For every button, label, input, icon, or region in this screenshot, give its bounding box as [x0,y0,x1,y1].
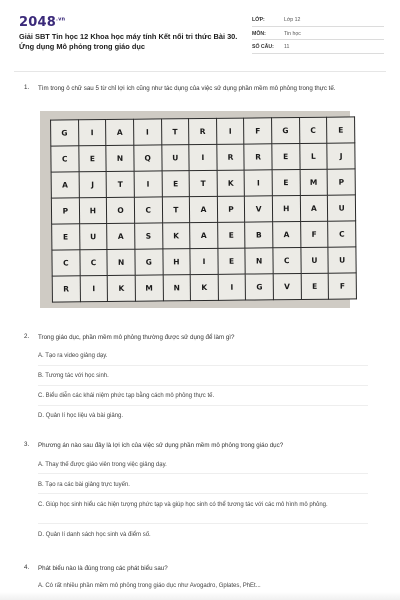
puzzle-cell: I [80,276,108,302]
puzzle-cell: T [189,170,217,196]
puzzle-cell: A [106,119,134,145]
puzzle-cell: V [273,273,301,299]
puzzle-cell: E [162,171,190,197]
puzzle-cell: B [245,222,273,248]
puzzle-cell: I [133,119,161,145]
answer-option[interactable]: C. Biểu diễn các khái niệm phức tạp bằng cách mô phỏng thực tế. [38,393,215,399]
option-divider [38,365,368,366]
answer-option[interactable]: A. Tạo ra video giảng dạy. [38,353,108,359]
option-divider [38,523,368,524]
puzzle-cell: E [272,169,300,195]
page-header [0,0,400,62]
puzzle-cell: Q [134,145,162,171]
puzzle-cell: C [328,221,356,247]
puzzle-cell: H [79,198,107,224]
puzzle-row [51,195,355,224]
answer-option[interactable]: D. Quản lí danh sách học sinh và điểm số. [38,532,151,538]
answer-option[interactable]: C. Giúp học sinh hiểu các hiện tượng phức tạp và giúp học sinh có thể tương tác với các mô hình mô phỏng. [38,502,328,508]
puzzle-cell: E [217,222,245,248]
puzzle-cell: J [327,143,355,169]
answer-option[interactable]: B. Tương tác với học sinh. [38,373,109,379]
puzzle-cell: U [161,145,189,171]
puzzle-cell: U [300,247,328,273]
puzzle-cell: P [217,196,245,222]
puzzle-cell: N [245,248,273,274]
puzzle-cell: A [190,196,218,222]
site-logo[interactable]: $2048^{.vn}$ [19,15,66,30]
puzzle-row [52,221,356,250]
puzzle-cell: A [300,195,328,221]
puzzle-cell: I [189,144,217,170]
question-4: 4. Phát biểu nào là đúng trong các phát biểu sau? A. Có rất nhiều phần mềm mô phỏng trong giáo dục như Avogadro, Gplates, PhEt... [24,564,374,600]
puzzle-cell: V [245,196,273,222]
puzzle-cell: E [272,143,300,169]
question-2: 2. Trong giáo dục, phần mềm mô phỏng thường được sử dụng để làm gì? A. Tạo ra video giảng dạy. B. Tương tác với học sinh. C. Biểu diễn các khái niệm phức tạp bằng cách mô phỏng thực tế. D. Quản lí học liệu và bài giảng. [24,333,374,423]
puzzle-cell: P [51,198,79,224]
puzzle-cell: A [190,222,218,248]
puzzle-cell: I [244,170,272,196]
puzzle-cell: C [299,117,327,143]
puzzle-cell: O [107,197,135,223]
puzzle-cell: I [216,118,244,144]
puzzle-cell: E [78,146,106,172]
puzzle-cell: T [162,197,190,223]
puzzle-cell: A [51,172,79,198]
option-divider [38,385,368,386]
puzzle-cell: P [327,169,355,195]
puzzle-cell: M [300,169,328,195]
header-divider [14,71,386,72]
puzzle-row [51,143,355,172]
puzzle-cell: C [80,250,108,276]
answer-option[interactable]: D. Quản lí học liệu và bài giảng. [38,413,124,419]
puzzle-cell: H [162,249,190,275]
puzzle-cell: I [134,171,162,197]
puzzle-cell: U [328,247,356,273]
puzzle-cell: M [135,275,163,301]
answer-option[interactable]: A. Thay thế được giáo viên trong việc giảng dạy. [38,462,167,468]
puzzle-cell: G [245,274,273,300]
puzzle-cell: R [52,276,80,302]
meta-class: LỚP: Lớp 12 [252,15,384,27]
puzzle-cell: F [300,221,328,247]
meta-question-count: SỐ CÂU: 11 [252,42,384,54]
puzzle-cell: R [189,118,217,144]
puzzle-cell: I [218,274,246,300]
question-3: 3. Phương án nào sau đây là lợi ích của việc sử dụng phần mềm mô phỏng trong giáo dục? A. Thay thế được giáo viên trong việc giảng dạy. B. Tạo ra các bài giảng trực tuyến. C. Giúp học sinh hiểu các hiện tượng phức tạp và giúp học sinh có thể tương tác với các mô hình mô phỏng. D. Quản lí danh sách học sinh và điểm số. [24,441,374,546]
puzzle-cell: L [299,143,327,169]
puzzle-cell: E [327,117,355,143]
puzzle-cell: E [218,248,246,274]
puzzle-row [52,247,356,276]
puzzle-cell: I [78,120,106,146]
puzzle-cell: N [107,249,135,275]
word-puzzle-grid [50,116,357,302]
puzzle-cell: K [107,275,135,301]
document-title: Giải SBT Tin học 12 Khoa học máy tính Kết nối tri thức Bài 30. Ứng dụng Mô phỏng trong giáo dục [19,32,238,51]
puzzle-cell: U [328,195,356,221]
puzzle-cell: S [134,223,162,249]
puzzle-cell: F [328,273,356,299]
puzzle-cell: K [190,274,218,300]
option-divider [38,493,368,494]
option-divider [38,473,368,474]
puzzle-cell: K [162,223,190,249]
puzzle-cell: E [301,273,329,299]
puzzle-cell: R [244,144,272,170]
puzzle-cell: H [272,195,300,221]
puzzle-row [52,273,356,302]
puzzle-cell: G [51,120,79,146]
puzzle-cell: K [217,170,245,196]
page-fade [0,592,400,600]
puzzle-cell: A [273,221,301,247]
puzzle-cell: U [79,224,107,250]
puzzle-cell: N [163,275,191,301]
puzzle-cell: F [244,118,272,144]
answer-option[interactable]: B. Tạo ra các bài giảng trực tuyến. [38,482,130,488]
puzzle-cell: T [106,171,134,197]
puzzle-cell: R [217,144,245,170]
puzzle-cell: T [161,119,189,145]
puzzle-cell: J [79,172,107,198]
puzzle-cell: C [273,247,301,273]
puzzle-cell: G [271,117,299,143]
answer-option[interactable]: A. Có rất nhiều phần mềm mô phỏng trong giáo dục như Avogadro, Gplates, PhEt... [38,583,261,589]
puzzle-cell: N [106,145,134,171]
puzzle-cell: C [134,197,162,223]
meta-panel [252,15,384,56]
option-divider [38,405,368,406]
puzzle-cell: A [107,223,135,249]
puzzle-cell: E [52,224,80,250]
puzzle-cell: G [135,249,163,275]
puzzle-cell: C [51,146,79,172]
puzzle-row [51,117,355,146]
puzzle-cell: I [190,248,218,274]
puzzle-cell: C [52,250,80,276]
puzzle-row [51,169,355,198]
meta-subject: MÔN: Tin học [252,29,384,41]
